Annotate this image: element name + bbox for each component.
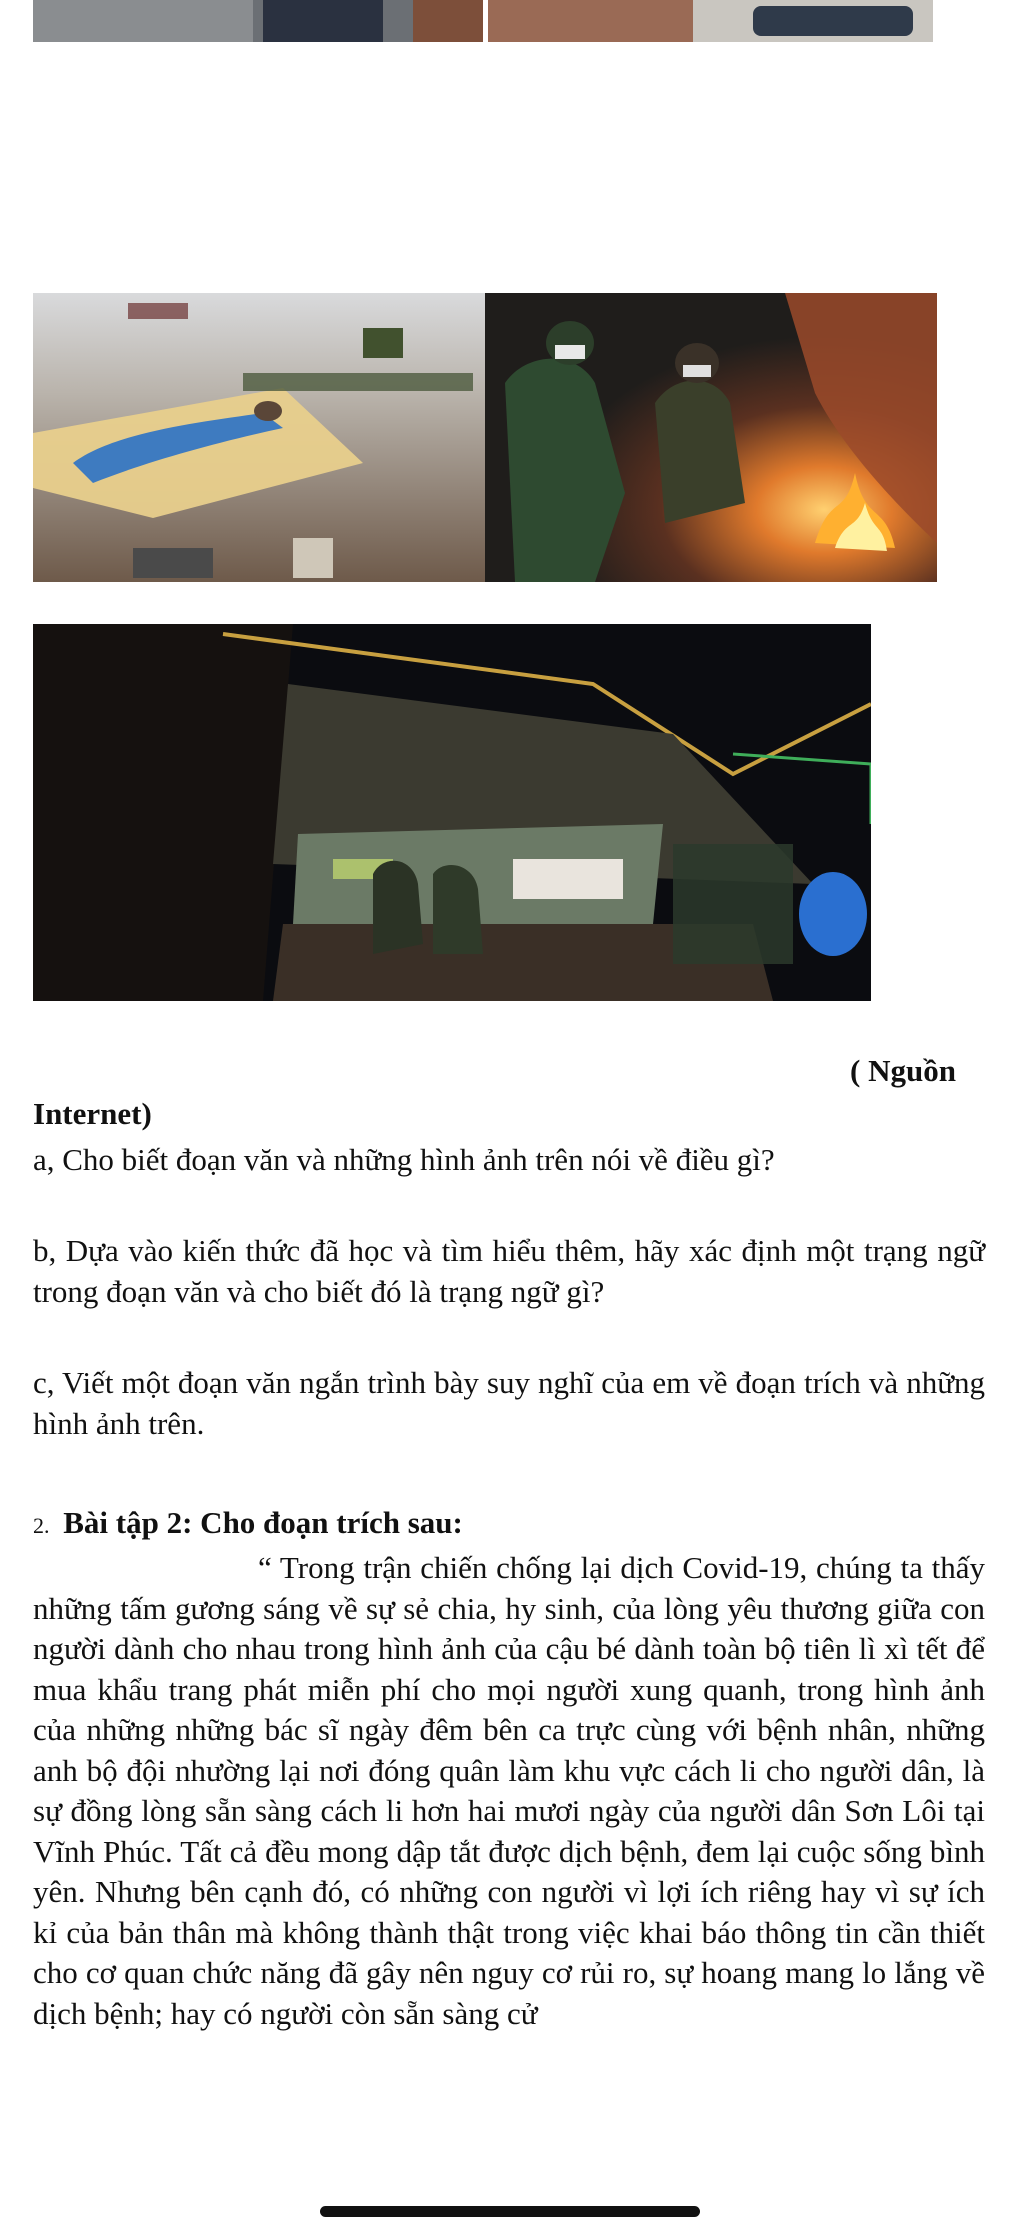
photo-top-strip <box>33 0 933 42</box>
passage-text: “ Trong trận chiến chống lại dịch Covid-19, chúng ta thấy những tấm gương sáng về sự sẻ chia, hy sinh, của lòng yêu thương giữa con người dành cho nhau trong hình ảnh của cậu bé dành toàn bộ tiên lì xì tết để mua khẩu trang phát miễn phí cho mọi người xung quanh, trong hình ảnh của những những bác sĩ ngày đêm bên ca trực cùng với bệnh nhân, những anh bộ đội nhường lại nơi đóng quân làm khu vực cách li cho người dân, là sự đồng lòng sẵn sàng cách li hơn hai mươi ngày của người dân Sơn Lôi tại Vĩnh Phúc. Tất cả đều mong dập tắt được dịch bệnh, đem lại cuộc sống bình yên. Nhưng bên cạnh đó, có những con người vì lợi ích riêng hay vì sự ích kỉ của bản thân mà không thành thật trong việc khai báo thông tin cần thiết cho cơ quan chức năng đã gây nên nguy cơ rủi ro, sự hoang mang lo lắng về dịch bệnh; hay có người còn sẵn sàng cử <box>33 1550 985 2031</box>
question-a: a, Cho biết đoạn văn và những hình ảnh trên nói về điều gì? <box>33 1142 775 1177</box>
source-caption-part2: Internet) <box>33 1096 152 1131</box>
exercise-2-number: 2. <box>33 1513 50 1538</box>
exercise-2-heading <box>33 1505 463 1541</box>
question-b: b, Dựa vào kiến thức đã học và tìm hiểu thêm, hãy xác định một trạng ngữ trong đoạn văn và cho biết đó là trạng ngữ gì? <box>33 1233 985 1309</box>
question-c: c, Viết một đoạn văn ngắn trình bày suy nghĩ của em về đoạn trích và những hình ảnh trên. <box>33 1365 985 1441</box>
photo-soldiers-fire <box>485 293 937 582</box>
exercise-2-passage <box>33 1548 985 2034</box>
photo-tent-night <box>33 624 871 1001</box>
source-caption-part1: ( Nguồn <box>850 1053 956 1088</box>
photo-soldier-sleeping <box>33 293 485 582</box>
home-indicator[interactable] <box>320 2206 700 2217</box>
exercise-2-title: Bài tập 2: Cho đoạn trích sau: <box>63 1505 463 1540</box>
